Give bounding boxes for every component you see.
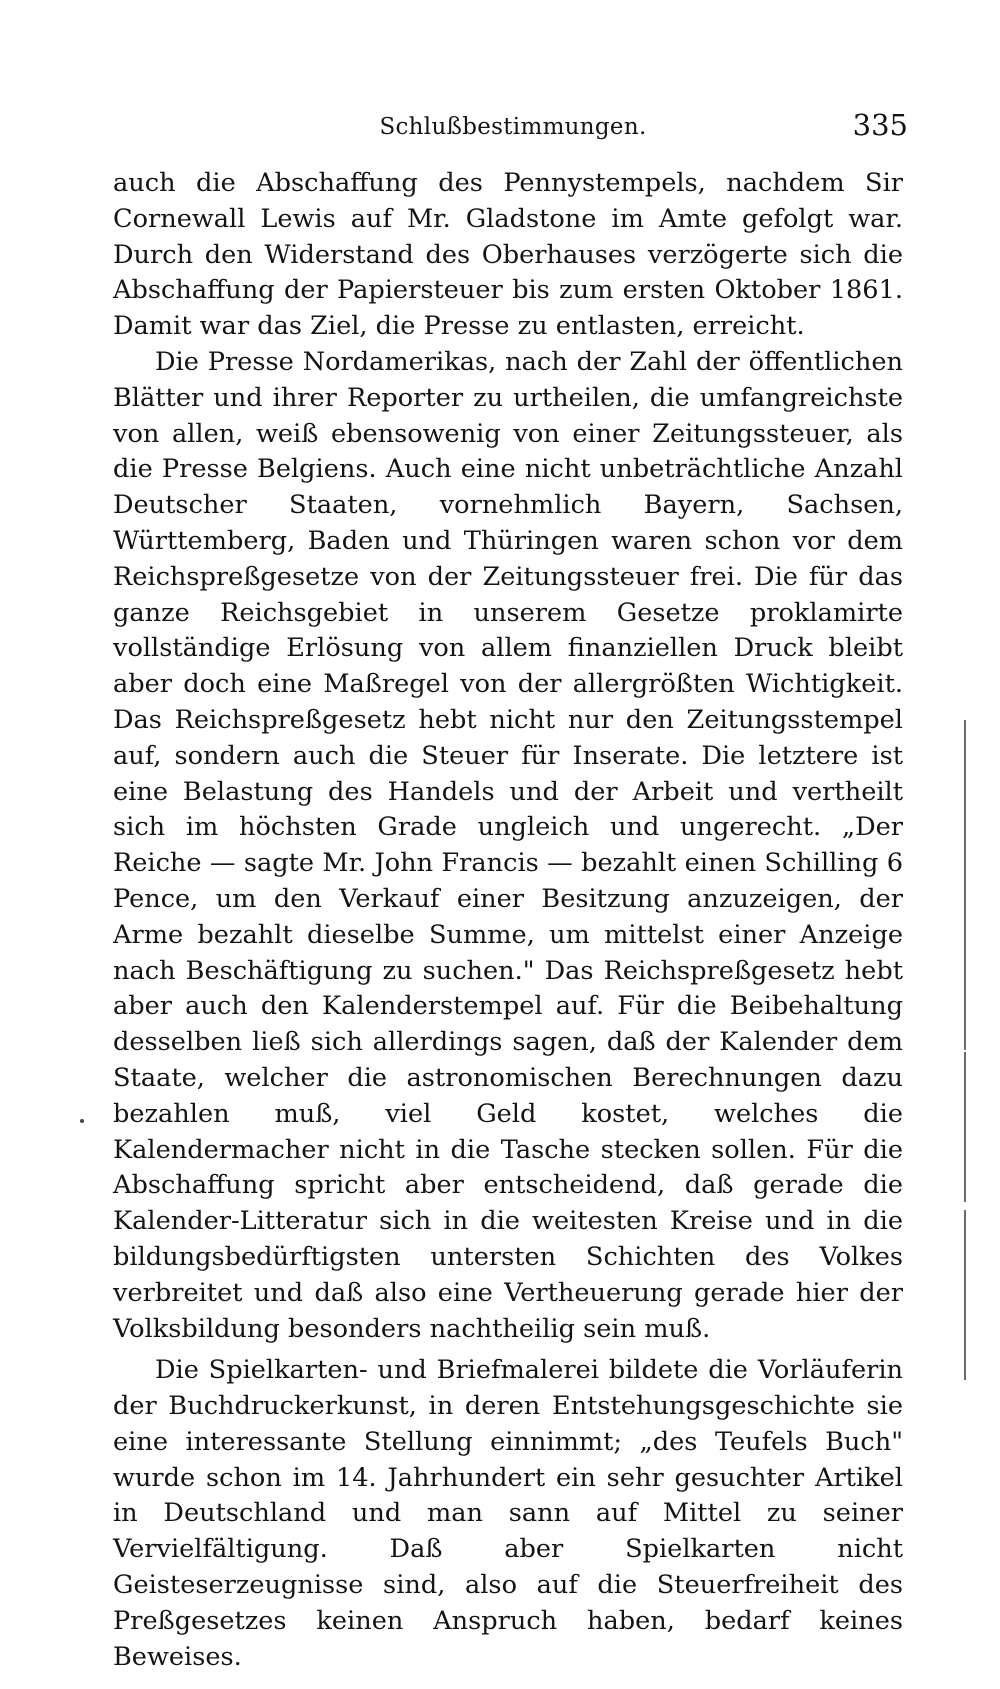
running-title: Schlußbestimmungen. [379, 114, 647, 140]
paragraph-1: auch die Abschaffung des Pennystempels, nachdem Sir Cornewall Lewis auf Mr. Gladstone im Amte gefolgt war. Durch den Widerstand des Oberhauses verzögerte sich die Abschaffung der Papiersteuer bis zum ersten Oktober 1861. Damit war das Ziel, die Presse zu entlasten, erreicht. [113, 168, 903, 342]
margin-mark-line [964, 720, 966, 1050]
paragraph-3: Die Spielkarten- und Briefmalerei bildete die Vorläuferin der Buchdruckerkunst, in deren Entstehungsgeschichte sie eine interessante Stellung einnimmt; „des Teufels Buch" wurde schon im 14. Jahrhundert ein sehr gesuchter Artikel in Deutschland und man sann auf Mittel zu seiner Vervielfältigung. Daß aber Spielkarten nicht Geisteserzeugnisse sind, also auf die Steuerfreiheit des Preßgesetzes keinen Anspruch haben, bedarf keines Beweises. [113, 1355, 903, 1672]
margin-mark-line [964, 1210, 966, 1380]
paragraph-2: Die Presse Nordamerikas, nach der Zahl der öffentlichen Blätter und ihrer Reporter zu urtheilen, die umfangreichste von allen, weiß ebensowenig von einer Zeitungssteuer, als die Presse Belgiens. Auch eine nicht unbeträchtliche Anzahl Deutscher Staaten, vornehmlich Bayern, Sachsen, Württemberg, Baden und Thüringen waren schon vor dem Reichspreßgesetze von der Zeitungssteuer frei. Die für das ganze Reichsgebiet in unserem Gesetze proklamirte vollständige Erlösung von allem finanziellen Druck bleibt aber doch eine Maßregel von der allergrößten Wichtigkeit. Das Reichspreßgesetz hebt nicht nur den Zeitungsstempel auf, sondern auch die Steuer für Inserate. Die letztere ist eine Belastung des Handels und der Arbeit und vertheilt sich im höchsten Grade ungleich und ungerecht. „Der Reiche — sagte Mr. John Francis — bezahlt einen Schilling 6 Pence, um den Verkauf einer Besitzung anzuzeigen, der Arme bezahlt dieselbe Summe, um mittelst einer Anzeige nach Beschäftigung zu suchen." Das Reichspreßgesetz hebt aber auch den Kalenderstempel auf. Für die Beibehaltung desselben ließ sich allerdings sagen, daß der Kalender dem Staate, welcher die astronomischen Berechnungen dazu bezahlen muß, viel Geld kostet, welches die Kalendermacher nicht in die Tasche stecken sollen. Für die Abschaffung spricht aber entscheidend, daß gerade die Kalender-Litteratur sich in die weitesten Kreise und in die bildungsbedürftigsten untersten Schichten des Volkes verbreitet und daß also eine Vertheuerung gerade hier der Volksbildung besonders nachtheilig sein muß. [113, 346, 903, 1344]
margin-mark-line [964, 1052, 966, 1202]
page-number: 335 [852, 108, 908, 142]
running-head [118, 108, 908, 148]
margin-dot [80, 1119, 84, 1123]
body-text [113, 166, 903, 1675]
